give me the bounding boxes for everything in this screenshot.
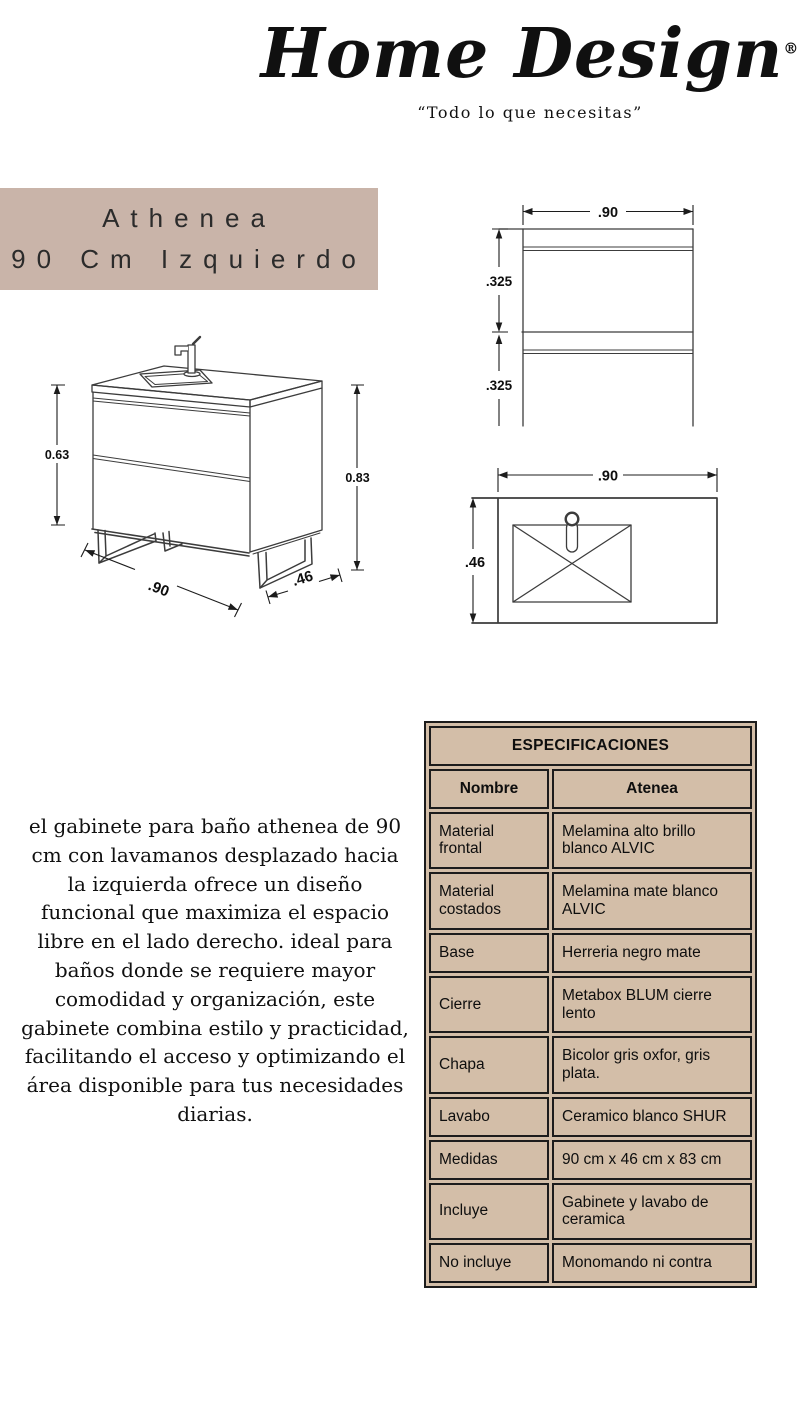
cabinet-perspective-diagram	[25, 333, 395, 633]
brand-tagline: “Todo lo que necesitas”	[417, 103, 643, 122]
spec-value-cell: Monomando ni contra	[552, 1243, 752, 1283]
spec-table	[424, 721, 757, 1288]
spec-value-cell: Melamina mate blanco ALVIC	[552, 872, 752, 930]
spec-name-cell: Medidas	[429, 1140, 549, 1180]
front-elevation-diagram	[460, 195, 800, 440]
brand-logo-text	[230, 12, 800, 97]
spec-name-cell: No incluye	[429, 1243, 549, 1283]
cabinet-body	[92, 337, 322, 588]
dim-depth: .46	[290, 567, 316, 590]
brand-name: Home Design	[260, 14, 784, 94]
spec-row	[429, 872, 752, 930]
spec-row	[429, 1183, 752, 1241]
dim-front-width: .90	[597, 205, 619, 221]
spec-table-title: ESPECIFICACIONES	[429, 726, 752, 766]
spec-row	[429, 1243, 752, 1283]
front-elevation-dimensions	[486, 205, 693, 426]
product-description: el gabinete para baño athenea de 90 cm con lavamanos desplazado hacia la izquierda ofrece un diseño funcional que maximiza el espacio libre en el lado derecho. ideal para baños donde se requiere mayor comodidad y organización, este gabinete combina estilo y practicidad, facilitando el acceso y optimizando el área disponible para tus necesidades diarias.	[21, 814, 409, 1126]
spec-name-cell: Cierre	[429, 976, 549, 1034]
spec-name-cell: Incluye	[429, 1183, 549, 1241]
brand-logo	[230, 12, 800, 122]
spec-value-cell: Melamina alto brillo blanco ALVIC	[552, 812, 752, 870]
product-title-line1: Athenea	[102, 203, 276, 233]
dim-drawer-top: .325	[485, 274, 513, 289]
front-elevation-outline	[499, 229, 693, 426]
spec-row	[429, 1140, 752, 1180]
spec-value-cell: Metabox BLUM cierre lento	[552, 976, 752, 1034]
product-title-line2: 90 Cm Izquierdo	[11, 244, 367, 274]
perspective-dimensions	[35, 385, 380, 617]
spec-row	[429, 933, 752, 973]
dim-top-width: .90	[597, 468, 619, 485]
spec-row	[429, 1097, 752, 1137]
spec-header-value: Atenea	[552, 769, 752, 809]
spec-name-cell: Lavabo	[429, 1097, 549, 1137]
dim-width: .90	[145, 577, 172, 601]
spec-value-cell: Gabinete y lavabo de ceramica	[552, 1183, 752, 1241]
product-title-box	[0, 188, 378, 290]
spec-table-title-row	[429, 726, 752, 766]
spec-name-cell: Material costados	[429, 872, 549, 930]
dim-drawer-bottom: .325	[485, 378, 513, 393]
spec-name-cell: Base	[429, 933, 549, 973]
dim-height-total: 0.83	[345, 471, 370, 485]
spec-value-cell: Herreria negro mate	[552, 933, 752, 973]
spec-value-cell: Bicolor gris oxfor, gris plata.	[552, 1036, 752, 1094]
dim-top-depth: .46	[464, 555, 486, 571]
spec-name-cell: Material frontal	[429, 812, 549, 870]
dim-height-front: 0.63	[44, 448, 70, 462]
sink-outline	[140, 370, 212, 387]
metal-legs	[98, 530, 312, 588]
top-view-diagram	[460, 452, 800, 642]
top-view-dimensions	[465, 468, 717, 623]
spec-value-cell: 90 cm x 46 cm x 83 cm	[552, 1140, 752, 1180]
spec-row	[429, 812, 752, 870]
spec-value-cell: Ceramico blanco SHUR	[552, 1097, 752, 1137]
spec-row	[429, 976, 752, 1034]
faucet-hole	[566, 513, 579, 552]
top-view-outline	[472, 498, 717, 623]
spec-header-name: Nombre	[429, 769, 549, 809]
spec-row	[429, 1036, 752, 1094]
spec-table-header-row	[429, 769, 752, 809]
registered-trademark: ®	[783, 39, 800, 58]
spec-name-cell: Chapa	[429, 1036, 549, 1094]
